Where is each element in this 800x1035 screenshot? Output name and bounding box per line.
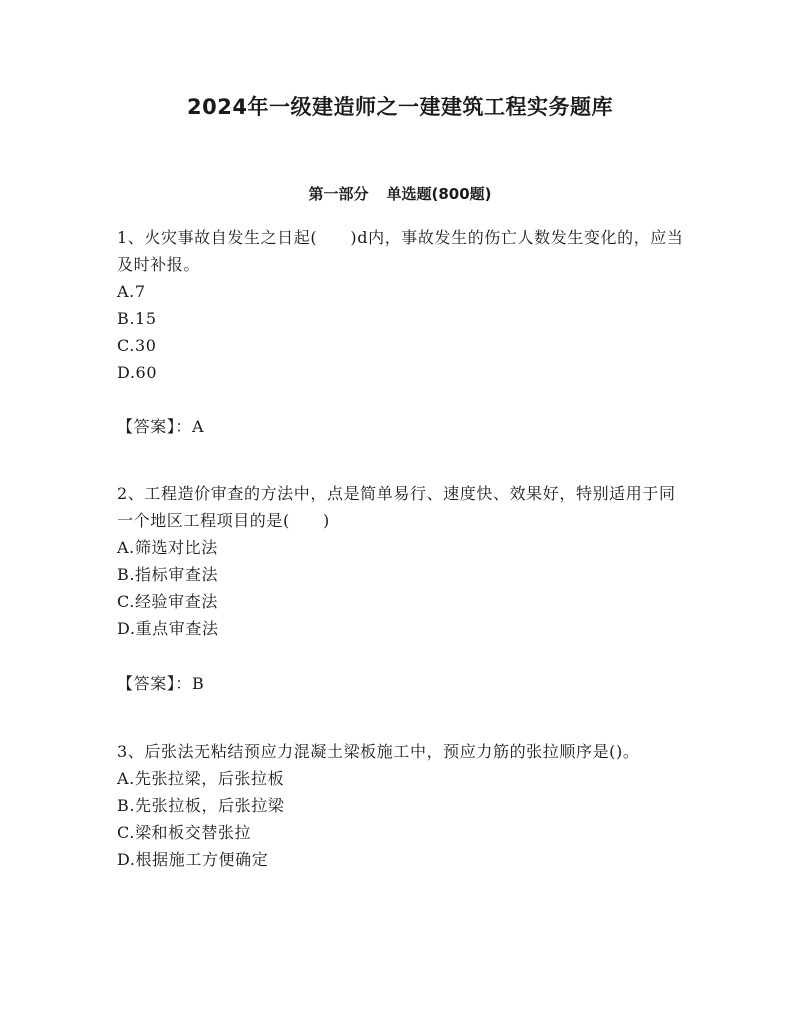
option-d: D.根据施工方便确定 xyxy=(117,850,269,869)
option-b: B.15 xyxy=(117,309,157,328)
answer-label: 【答案】：A xyxy=(117,417,205,436)
option-d: D.重点审查法 xyxy=(117,619,219,638)
option-d: D.60 xyxy=(117,363,158,382)
section-name-label: 单选题(800题) xyxy=(386,185,492,203)
option-a: A.先张拉梁，后张拉板 xyxy=(117,769,285,788)
question-3 xyxy=(117,738,687,873)
question-stem: 2、工程造价审查的方法中，点是简单易行、速度快、效果好，特别适用于同一个地区工程项目的是( ) xyxy=(117,484,676,530)
option-a: A.7 xyxy=(117,282,146,301)
option-b: B.先张拉板，后张拉梁 xyxy=(117,796,285,815)
section-heading xyxy=(0,182,800,206)
section-part-label: 第一部分 xyxy=(308,185,369,203)
option-c: C.30 xyxy=(117,336,157,355)
option-c: C.经验审查法 xyxy=(117,592,218,611)
question-stem: 3、后张法无粘结预应力混凝土梁板施工中，预应力筋的张拉顺序是()。 xyxy=(117,742,640,761)
question-stem: 1、火灾事故自发生之日起( )d内，事故发生的伤亡人数发生变化的，应当及时补报。 xyxy=(117,228,684,274)
question-1 xyxy=(117,224,687,440)
option-b: B.指标审查法 xyxy=(117,565,219,584)
document-title: 2024年一级建造师之一建建筑工程实务题库 xyxy=(187,95,613,119)
question-2 xyxy=(117,480,687,697)
answer-label: 【答案】：B xyxy=(117,674,205,693)
option-c: C.梁和板交替张拉 xyxy=(117,823,252,842)
option-a: A.筛选对比法 xyxy=(117,538,218,557)
